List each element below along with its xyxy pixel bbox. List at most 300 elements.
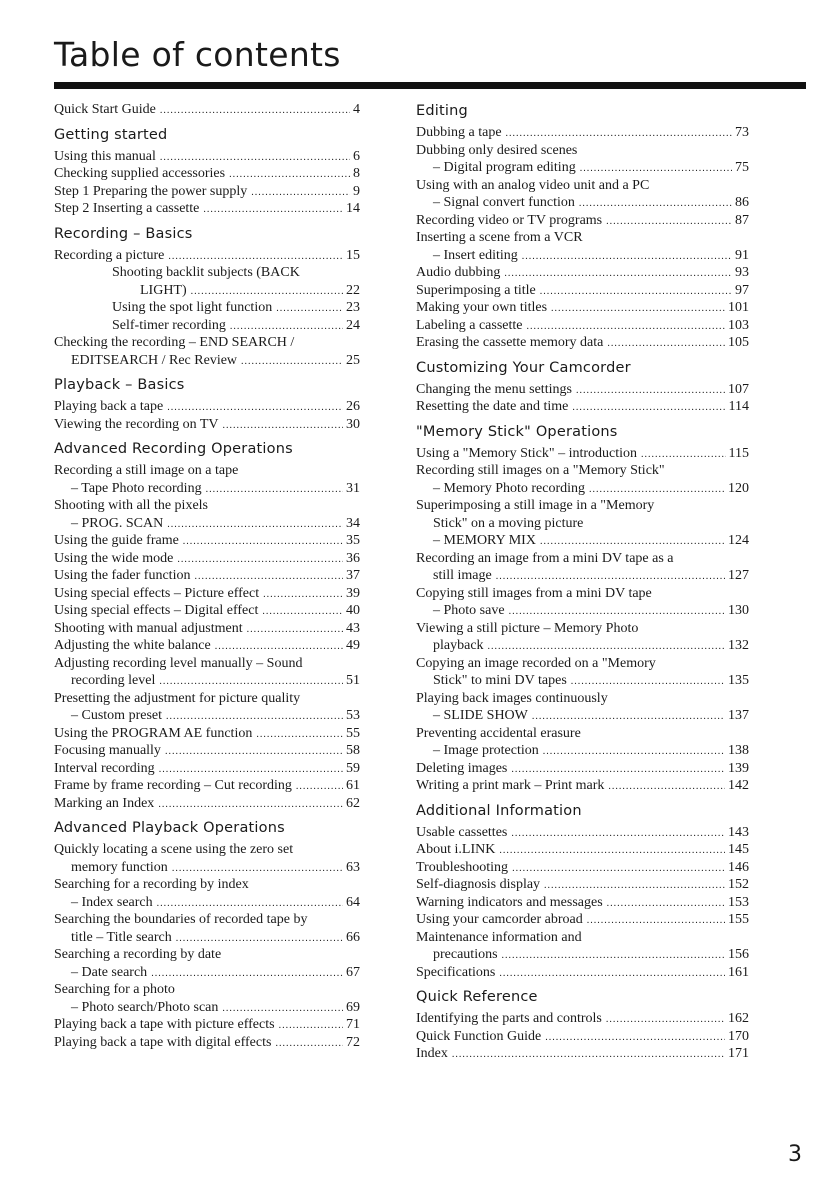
toc-entry (54, 101, 360, 119)
toc-entry-title: Playing back a tape with picture effects (54, 1017, 275, 1032)
dot-leader (172, 860, 343, 878)
toc-entry-title: Checking supplied accessories (54, 166, 226, 181)
dot-leader (579, 195, 732, 213)
toc-entry (416, 212, 749, 230)
dot-leader (177, 551, 343, 569)
toc-entry-page: 59 (346, 760, 360, 776)
toc-entry-title: Resetting the date and time (416, 399, 569, 414)
toc-entry (416, 124, 749, 142)
dot-leader (606, 213, 732, 231)
dot-leader (512, 860, 725, 878)
toc-entry-title: Using a "Memory Stick" – introduction (416, 445, 638, 461)
dot-leader (551, 300, 725, 318)
dot-leader (159, 761, 343, 779)
dot-leader (222, 1000, 343, 1018)
toc-entry (416, 264, 749, 282)
toc-entry-page: 107 (728, 381, 749, 397)
toc-entry-page: 39 (346, 585, 360, 601)
toc-entry (416, 824, 749, 842)
toc-column-right (416, 101, 749, 1063)
dot-leader (506, 125, 732, 143)
dot-leader (167, 399, 343, 417)
dot-leader (532, 708, 725, 726)
toc-entry (54, 725, 360, 743)
toc-entry (54, 999, 360, 1017)
toc-entry (416, 602, 749, 620)
toc-entry-title: Searching a recording by date (54, 947, 222, 962)
dot-leader (527, 318, 725, 336)
toc-entry-title: title – Title search (71, 929, 172, 945)
toc-entry (416, 742, 749, 760)
dot-leader (223, 417, 343, 435)
toc-entry-title: Warning indicators and messages (416, 894, 603, 910)
toc-entry (54, 964, 360, 982)
toc-entry-title: Using the guide frame (54, 533, 179, 548)
dot-leader (229, 166, 350, 184)
dot-leader (263, 586, 343, 604)
toc-entry-page: 69 (346, 999, 360, 1015)
dot-leader (607, 335, 725, 353)
toc-entry-page: 171 (728, 1046, 749, 1061)
section-heading: Getting started (54, 126, 168, 143)
toc-entry-page: 87 (735, 212, 749, 228)
toc-entry-title: Recording an image from a mini DV tape as a (416, 550, 674, 566)
toc-entry-title: Step 1 Preparing the power supply (54, 183, 248, 199)
toc-entry-page: 61 (346, 778, 360, 793)
toc-entry-title: – Signal convert function (433, 195, 575, 210)
toc-entry-title: Erasing the cassette memory data (416, 335, 604, 350)
toc-entry-title: recording level (71, 673, 156, 688)
toc-entry-title: – Photo search/Photo scan (71, 999, 219, 1015)
section-heading: Editing (416, 103, 468, 119)
toc-entry-continuation (54, 334, 360, 352)
dot-leader (511, 825, 725, 843)
toc-entry (54, 760, 360, 778)
toc-entry-page: 132 (728, 638, 749, 653)
dot-leader (176, 930, 343, 948)
toc-entry (54, 602, 360, 620)
toc-entry (54, 165, 360, 183)
toc-entry-continuation (54, 841, 360, 859)
toc-entry-title: Checking the recording – END SEARCH / (54, 335, 295, 350)
dot-leader (183, 533, 343, 551)
toc-entry-page: 30 (346, 416, 360, 432)
toc-entry-title: Inserting a scene from a VCR (416, 230, 583, 245)
toc-entry-page: 127 (728, 568, 749, 583)
dot-leader (203, 201, 343, 219)
toc-entry-continuation (416, 929, 749, 947)
toc-entry-title: Dubbing a tape (416, 125, 502, 140)
toc-entry-page: 35 (346, 533, 360, 548)
toc-entry-title: Writing a print mark – Print mark (416, 778, 605, 793)
dot-leader (206, 481, 343, 499)
toc-entry-title: Quickly locating a scene using the zero set (54, 842, 294, 857)
dot-leader (589, 481, 725, 499)
toc-entry-title: Stick" on a moving picture (433, 515, 584, 531)
toc-entry (416, 637, 749, 655)
toc-entry-title: Labeling a cassette (416, 317, 523, 333)
toc-entry-title: Using with an analog video unit and a PC (416, 177, 650, 193)
toc-entry-page: 26 (346, 399, 360, 414)
dot-leader (608, 778, 725, 796)
dot-leader (606, 1011, 725, 1029)
toc-entry (416, 567, 749, 585)
toc-entry-page: 156 (728, 947, 749, 962)
toc-entry-title: playback (433, 638, 484, 653)
toc-entry-page: 86 (735, 195, 749, 210)
toc-entry (54, 550, 360, 568)
toc-column-left (54, 101, 360, 1051)
toc-entry-title: Self-timer recording (112, 317, 226, 333)
toc-entry-title: Changing the menu settings (416, 381, 572, 397)
toc-entry-title: memory function (71, 859, 168, 875)
toc-entry-page: 72 (346, 1034, 360, 1050)
toc-entry-title: Using special effects – Picture effect (54, 585, 260, 601)
toc-entry-page: 153 (728, 894, 749, 910)
toc-entry (416, 282, 749, 300)
toc-entry-title: Self-diagnosis display (416, 877, 541, 892)
toc-entry-title: Superimposing a title (416, 282, 536, 298)
toc-entry-title: – Image protection (433, 743, 539, 758)
toc-entry (54, 1034, 360, 1052)
toc-entry-title: Superimposing a still image in a "Memory (416, 498, 655, 513)
toc-entry-page: 73 (735, 125, 749, 140)
toc-entry-continuation (416, 462, 749, 480)
toc-entry-page: 40 (346, 603, 360, 618)
dot-leader (571, 673, 725, 691)
toc-entry-page: 145 (728, 842, 749, 857)
toc-entry-title: Recording a picture (54, 247, 165, 263)
toc-entry (54, 282, 360, 300)
toc-entry-page: 67 (346, 964, 360, 980)
section-heading: Advanced Playback Operations (54, 820, 285, 836)
toc-entry-title: Troubleshooting (416, 859, 509, 875)
toc-entry (416, 964, 749, 982)
toc-entry-title: – SLIDE SHOW (433, 708, 528, 723)
toc-entry-page: 24 (346, 317, 360, 333)
dot-leader (151, 965, 343, 983)
toc-entry-continuation (416, 655, 749, 673)
toc-entry (416, 1010, 749, 1028)
dot-leader (167, 516, 343, 534)
dot-leader (191, 283, 343, 301)
toc-entry (54, 183, 360, 201)
toc-entry (54, 200, 360, 218)
dot-leader (160, 149, 350, 167)
toc-entry-page: 63 (346, 859, 360, 875)
dot-leader (545, 1029, 725, 1047)
toc-entry-title: Preventing accidental erasure (416, 725, 581, 741)
dot-leader (540, 283, 732, 301)
toc-entry-page: 62 (346, 795, 360, 811)
toc-entry (416, 894, 749, 912)
toc-entry-page: 97 (735, 282, 749, 298)
toc-entry-title: Shooting backlit subjects (BACK (112, 265, 300, 280)
dot-leader (215, 638, 343, 656)
title-rule (54, 82, 806, 89)
toc-entry-title: Copying still images from a mini DV tape (416, 585, 652, 601)
toc-entry-continuation (416, 229, 749, 247)
toc-entry-continuation (54, 462, 360, 480)
dot-leader (511, 761, 725, 779)
toc-entry (54, 398, 360, 416)
toc-entry (416, 876, 749, 894)
toc-entry (54, 742, 360, 760)
toc-entry-continuation (416, 585, 749, 603)
toc-entry (54, 567, 360, 585)
toc-entry (54, 532, 360, 550)
toc-entry-page: 161 (728, 964, 749, 980)
toc-entry (54, 480, 360, 498)
toc-entry-title: Step 2 Inserting a cassette (54, 201, 200, 216)
toc-entry (416, 299, 749, 317)
dot-leader (587, 912, 725, 930)
toc-entry (416, 334, 749, 352)
dot-leader (241, 353, 343, 371)
toc-entry-continuation (54, 497, 360, 515)
page-number: 3 (788, 1142, 802, 1167)
toc-entry-title: Frame by frame recording – Cut recording (54, 778, 292, 793)
toc-entry-continuation (416, 690, 749, 708)
toc-entry-continuation (416, 497, 749, 515)
section-heading: Quick Reference (416, 989, 538, 1005)
toc-entry-continuation (416, 177, 749, 195)
toc-entry-page: 36 (346, 550, 360, 566)
toc-entry-continuation (416, 725, 749, 743)
toc-entry-page: 15 (346, 247, 360, 263)
toc-entry-title: Presetting the adjustment for picture quality (54, 690, 301, 706)
toc-entry-page: 124 (728, 533, 749, 548)
toc-entry-title: – Index search (71, 894, 153, 910)
toc-entry (416, 841, 749, 859)
toc-entry-continuation (416, 550, 749, 568)
toc-entry-title: Quick Start Guide (54, 102, 156, 117)
dot-leader (247, 621, 343, 639)
toc-entry-title: – Photo save (433, 603, 505, 618)
toc-entry-page: 162 (728, 1011, 749, 1026)
toc-entry-page: 8 (353, 166, 360, 181)
toc-entry-continuation (54, 911, 360, 929)
toc-entry-title: Playing back a tape with digital effects (54, 1034, 272, 1050)
toc-entry (416, 381, 749, 399)
toc-entry (416, 777, 749, 795)
toc-entry-title: – Custom preset (71, 708, 162, 723)
toc-entry (416, 1045, 749, 1063)
toc-entry-title: Usable cassettes (416, 824, 508, 840)
toc-entry-page: 22 (346, 282, 360, 298)
toc-entry-page: 91 (735, 247, 749, 263)
toc-entry (54, 515, 360, 533)
toc-entry-page: 55 (346, 725, 360, 741)
toc-entry-page: 155 (728, 912, 749, 927)
toc-entry-page: 114 (728, 399, 749, 414)
toc-entry-title: Using special effects – Digital effect (54, 603, 259, 618)
dot-leader (576, 382, 725, 400)
toc-entry (416, 707, 749, 725)
toc-entry-title: Stick" to mini DV tapes (433, 673, 567, 688)
toc-entry-page: 170 (728, 1028, 749, 1044)
dot-leader (499, 965, 725, 983)
dot-leader (256, 726, 343, 744)
dot-leader (540, 533, 725, 551)
toc-entry (54, 585, 360, 603)
toc-entry-continuation (416, 620, 749, 638)
dot-leader (607, 895, 725, 913)
toc-entry (54, 416, 360, 434)
dot-leader (160, 102, 350, 120)
toc-entry (54, 620, 360, 638)
toc-entry (416, 317, 749, 335)
toc-entry-page: 64 (346, 894, 360, 910)
toc-entry-page: 103 (728, 317, 749, 333)
toc-entry-title: Viewing the recording on TV (54, 416, 219, 432)
toc-entry-title: Quick Function Guide (416, 1028, 542, 1044)
toc-entry (54, 352, 360, 370)
section-heading: Playback – Basics (54, 377, 185, 393)
toc-entry-page: 9 (353, 183, 360, 199)
toc-entry-title: Making your own titles (416, 300, 548, 315)
toc-entry (416, 760, 749, 778)
toc-entry (54, 247, 360, 265)
toc-entry-page: 115 (728, 445, 749, 461)
toc-entry (54, 929, 360, 947)
dot-leader (502, 947, 725, 965)
toc-entry-continuation (54, 264, 360, 282)
dot-leader (641, 446, 725, 464)
toc-entry-page: 146 (728, 859, 749, 875)
dot-leader (158, 796, 343, 814)
toc-entry (416, 398, 749, 416)
toc-entry-title: Adjusting the white balance (54, 638, 211, 653)
toc-entry-title: still image (433, 568, 492, 583)
toc-entry-title: – Tape Photo recording (71, 480, 202, 496)
dot-leader (279, 1017, 343, 1035)
toc-entry-continuation (54, 981, 360, 999)
dot-leader (275, 1035, 343, 1053)
dot-leader (251, 184, 350, 202)
toc-entry (54, 777, 360, 795)
toc-entry-page: 75 (735, 160, 749, 175)
toc-entry-continuation (54, 876, 360, 894)
toc-entry-title: Adjusting recording level manually – Sound (54, 655, 303, 671)
toc-entry-title: – Insert editing (433, 247, 518, 263)
dot-leader (572, 399, 725, 417)
dot-leader (452, 1046, 725, 1064)
toc-entry-title: Maintenance information and (416, 929, 582, 945)
toc-entry-page: 152 (728, 877, 749, 892)
dot-leader (166, 708, 343, 726)
toc-entry-continuation (416, 142, 749, 160)
toc-entry-title: Focusing manually (54, 743, 161, 758)
toc-entry-title: precautions (433, 947, 498, 962)
toc-entry-title: – PROG. SCAN (71, 515, 164, 531)
section-heading: "Memory Stick" Operations (416, 423, 618, 440)
toc-entry-title: Marking an Index (54, 795, 155, 811)
toc-entry-title: – Memory Photo recording (433, 480, 586, 496)
page-title: Table of contents (54, 35, 341, 74)
toc-entry-page: 120 (728, 480, 749, 496)
toc-entry (416, 480, 749, 498)
toc-entry-title: Specifications (416, 964, 496, 980)
dot-leader (499, 842, 725, 860)
toc-entry-title: Using your camcorder abroad (416, 912, 583, 927)
toc-entry (54, 1016, 360, 1034)
toc-entry-page: 58 (346, 743, 360, 758)
dot-leader (504, 265, 732, 283)
toc-entry-page: 137 (728, 708, 749, 723)
toc-entry-title: Searching for a photo (54, 982, 175, 997)
toc-entry-title: Shooting with all the pixels (54, 498, 208, 513)
section-heading: Recording – Basics (54, 225, 193, 242)
toc-entry (416, 445, 749, 463)
toc-entry-title: Recording video or TV programs (416, 212, 603, 228)
dot-leader (262, 603, 343, 621)
toc-entry-continuation (416, 515, 749, 533)
toc-entry-page: 101 (728, 300, 749, 315)
toc-entry (416, 532, 749, 550)
section-heading: Additional Information (416, 802, 582, 819)
dot-leader (509, 603, 725, 621)
toc-entry-title: Recording a still image on a tape (54, 463, 239, 478)
toc-entry (416, 194, 749, 212)
toc-entry-page: 135 (728, 673, 749, 688)
dot-leader (168, 248, 343, 266)
dot-leader (522, 248, 732, 266)
toc-entry-title: EDITSEARCH / Rec Review (71, 352, 238, 368)
toc-entry-title: Searching for a recording by index (54, 877, 249, 892)
toc-entry (54, 795, 360, 813)
toc-entry-title: Using the fader function (54, 568, 191, 583)
dot-leader (159, 673, 343, 691)
toc-entry-title: Searching the boundaries of recorded tape by (54, 912, 308, 927)
toc-entry-page: 142 (728, 778, 749, 793)
toc-entry-title: – Digital program editing (433, 160, 576, 175)
toc-entry-page: 143 (728, 824, 749, 840)
toc-entry-title: Deleting images (416, 760, 508, 776)
toc-entry-title: Index (416, 1046, 448, 1061)
toc-entry-page: 6 (353, 148, 360, 164)
toc-entry-title: Identifying the parts and controls (416, 1011, 602, 1026)
toc-entry-title: Copying an image recorded on a "Memory (416, 655, 656, 671)
toc-entry-page: 31 (346, 480, 360, 496)
toc-entry-title: LIGHT) (140, 282, 187, 298)
toc-entry-title: About i.LINK (416, 842, 496, 857)
toc-entry-page: 53 (346, 708, 360, 723)
toc-entry-title: Recording still images on a "Memory Stick" (416, 463, 665, 478)
toc-entry-page: 49 (346, 638, 360, 653)
toc-entry (416, 247, 749, 265)
toc-entry-page: 23 (346, 300, 360, 315)
toc-entry-title: Using the PROGRAM AE function (54, 725, 253, 741)
toc-entry (416, 159, 749, 177)
toc-entry-title: Dubbing only desired scenes (416, 142, 578, 158)
toc-entry-title: Using the spot light function (112, 300, 273, 315)
toc-entry-page: 51 (346, 673, 360, 688)
toc-entry-continuation (54, 655, 360, 673)
toc-entry (54, 894, 360, 912)
dot-leader (580, 160, 732, 178)
toc-entry-page: 139 (728, 760, 749, 776)
toc-entry (54, 707, 360, 725)
section-heading: Advanced Recording Operations (54, 441, 293, 457)
toc-entry-page: 138 (728, 743, 749, 758)
toc-entry-page: 34 (346, 515, 360, 531)
toc-entry-page: 71 (346, 1017, 360, 1032)
toc-entry-title: – Date search (71, 964, 148, 980)
toc-entry-title: Using the wide mode (54, 550, 174, 566)
dot-leader (194, 568, 343, 586)
toc-entry (54, 148, 360, 166)
